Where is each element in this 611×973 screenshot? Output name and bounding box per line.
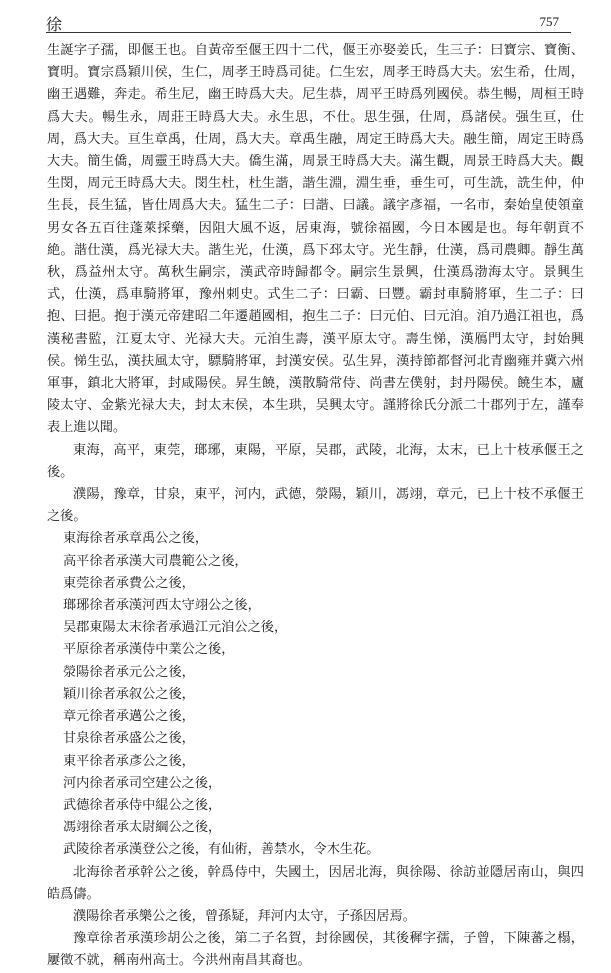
page-body [47,40,584,973]
list-item: 東莞徐者承費公之後， [63,575,195,591]
page-number: 757 [539,14,559,29]
list-item: 平原徐者承漢侍中業公之後， [63,642,235,658]
closing-paragraph-puyang: 濮陽徐者承樂公之後，曾孫疑，拜河内太守，子孫因居焉。 [73,908,416,924]
closing-paragraph-beihai: 北海徐者承幹公之後，幹爲侍中，失國土，因居北海，與徐陽、徐訪並隱居南山，與四皓爲儔。 [47,864,584,902]
genealogy-paragraph: 生誕字子孺，即偃王也。自黃帝至偃王四十二代，偃王亦娶姜氏，生三子：曰寶宗、寶衡、寶明。寶宗爲穎川侯，生仁，周孝王時爲司徒。仁生宏，周孝王時爲大夫。宏生希，仕周，幽王遇難，奔走。希生尼，幽王時爲大夫。尼生恭，周平王時爲列國侯。恭生暢，周桓王時爲大夫。暢生永，周莊王時爲大夫。永生思，不仕。思生强，仕周，爲諸侯。强生亘，仕周，爲大夫。亘生章禹，仕周，爲大夫。章禹生融，周定王時爲大夫。融生簡，周定王時爲大夫。簡生僑，周靈王時爲大夫。僑生滿，周景王時爲大夫。滿生觀，周景王時爲大夫。觀生閔，周元王時爲大夫。閔生杜，杜生諧，諧生淵，淵生垂，垂生可，可生詵，詵生仲，仲生長，長生猛，皆仕周爲大夫。猛生二子：曰諧、曰議。議字彥福，一名市，秦始皇使領童男女各五百往蓬萊採藥，因阻大風不返，居東海，號徐福國，今日本國是也。每年朝貢不絶。諧仕漢，爲光禄大夫。諧生光，仕漢，爲下邳太守。光生靜，仕漢，爲司農卿。靜生萬秋，爲益州太守。萬秋生嗣宗，漢武帝時歸都令。嗣宗生景興，仕漢爲渤海太守。景興生式，仕漢，爲車騎將軍，豫州刺史。式生二子：曰霸、曰豐。霸封車騎將軍，生二子：曰抱、曰挹。抱于漢元帝建昭二年遷趙國相，抱生二子：曰元伯、曰元洎。洎乃過江祖也，爲漢秘書監，江夏太守、光禄大夫。元洎生壽，漢平原太守。壽生悌，漢鴈門太守，封始興侯。悌生弘，漢扶風太守，驃騎將軍，封漢安侯。弘生昇，漢持節都督河北青幽雍并冀六州軍事，鎮北大將軍，封咸陽侯。昇生饒，漢散騎常侍、尚書左僕射，封丹陽侯。饒生本，廬陵太守、金紫光禄大夫，封太末侯，本生珙，吴興太守。謹將徐氏分派二十郡列于左，謹奉表上進以聞。 [47,43,584,436]
list-item: 馮翊徐者承太尉綱公之後， [63,820,222,836]
list-item: 東海徐者承章禹公之後， [63,531,209,547]
summary-line-non-yan-wang: 濮陽，豫章，甘泉，東平，河内，武德，滎陽，穎川，馮翊，章元，已上十枝不承偃王之後。 [47,487,584,525]
list-item: 穎川徐者承叙公之後， [63,686,195,702]
list-item: 瑯琊徐者承漢河西太守翊公之後， [63,598,261,614]
branch-list [47,528,584,861]
header-rule [46,32,571,33]
list-item: 河内徐者承司空建公之後， [63,775,222,791]
running-head-title: 徐 [46,15,63,34]
list-item: 武德徐者承侍中緄公之後， [63,797,222,813]
list-item: 滎陽徐者承元公之後， [63,664,195,680]
list-item: 吴郡東陽太末徐者承過江元洎公之後， [63,620,288,636]
list-item: 高平徐者承漢大司農範公之後， [63,553,248,569]
summary-line-yan-wang: 東海，高平，東莞，瑯琊，東陽，平原，吴郡，武陵，北海，太末，已上十枝承偃王之後。 [47,442,584,480]
list-item: 甘泉徐者承盛公之後， [63,731,195,747]
list-item: 章元徐者承邁公之後， [63,709,195,725]
page-header [0,0,611,38]
list-item: 東平徐者承彥公之後， [63,753,195,769]
closing-paragraph-yuzhang: 豫章徐者承漢珍胡公之後，第二子名賀，封徐國侯，其後穉字孺，子曾，下陳蕃之榻，屢徵不就，稱南州高士。今洪州南昌其裔也。 [47,931,584,969]
list-item: 武陵徐者承漢登公之後，有仙術，善禁水，令木生花。 [63,842,380,858]
